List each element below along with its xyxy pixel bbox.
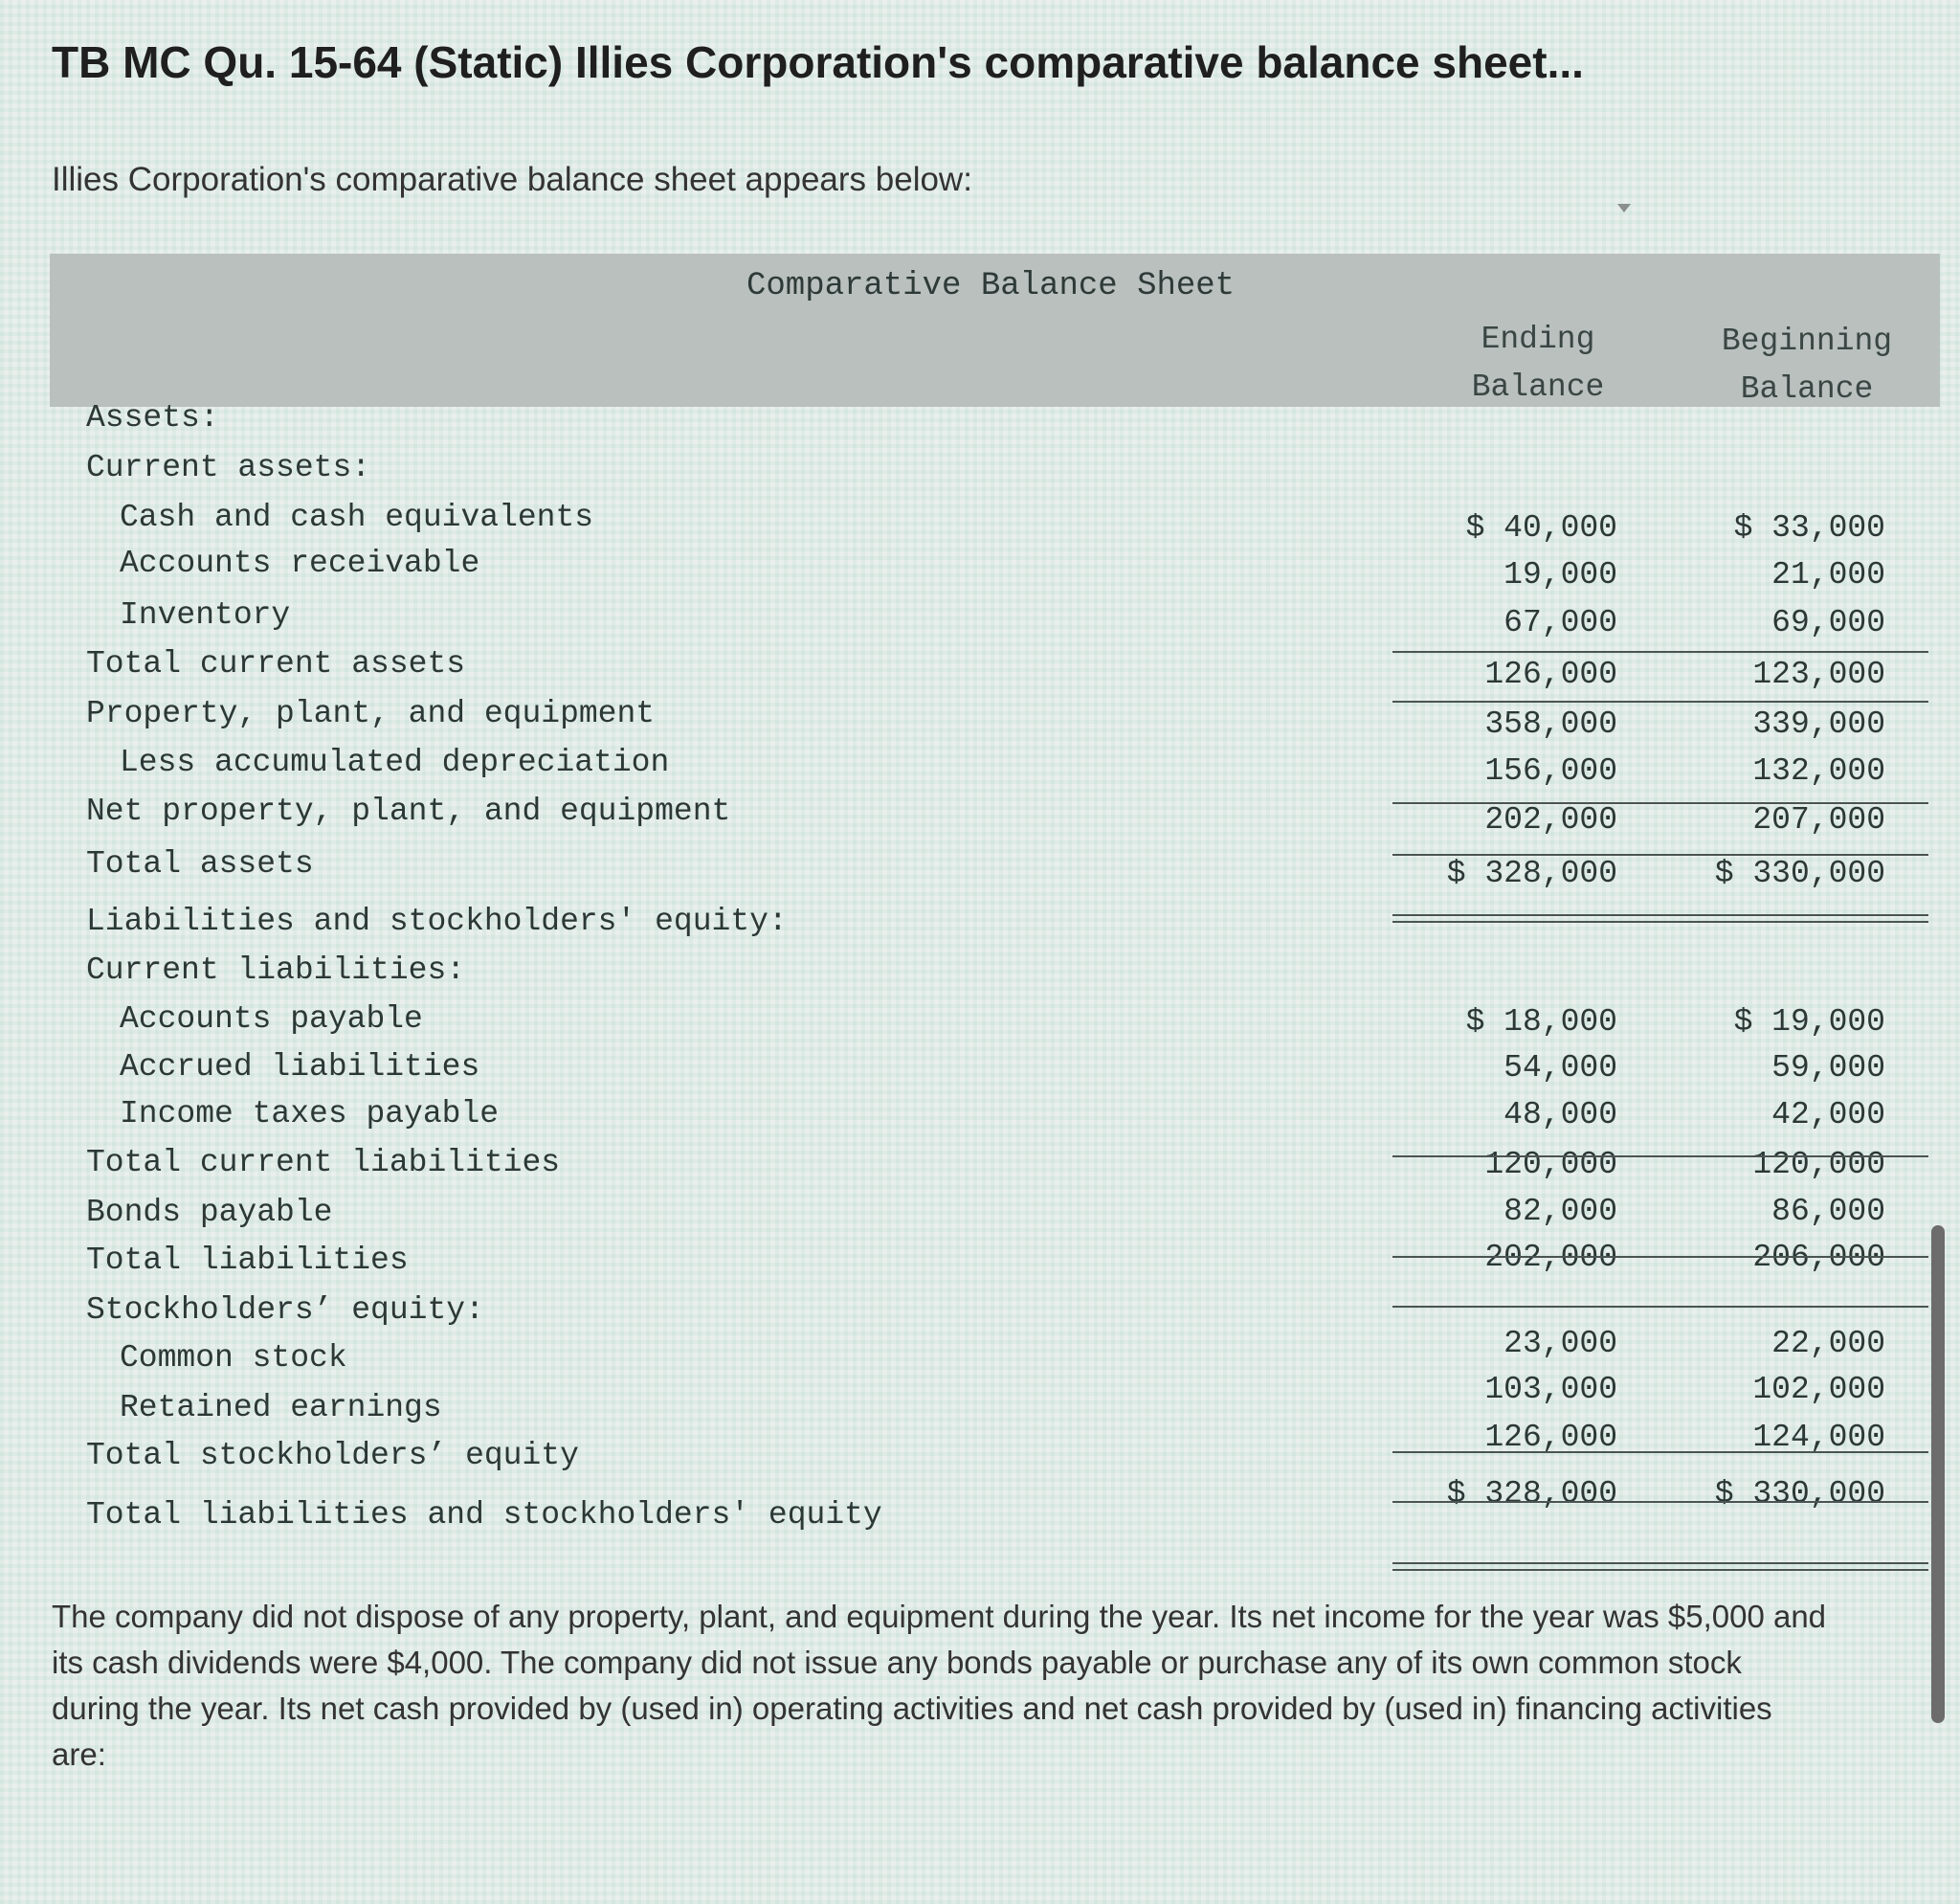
ending-balance-header-line: Ending [1481, 322, 1595, 357]
underline [1392, 701, 1928, 703]
beginning-balance-value: 124,000 [1752, 1420, 1885, 1455]
ending-balance-value: 23,000 [1503, 1326, 1617, 1361]
row-label: Inventory [120, 597, 291, 633]
row-label: Stockholders’ equity: [86, 1292, 484, 1328]
ending-balance-value: $ 328,000 [1446, 856, 1617, 891]
beginning-balance-value: $ 33,000 [1733, 510, 1885, 546]
beginning-balance-value: 207,000 [1752, 802, 1885, 838]
beginning-balance-value: 123,000 [1752, 657, 1885, 692]
row-label: Current assets: [86, 450, 371, 485]
beginning-balance-value: $ 330,000 [1714, 856, 1885, 891]
beginning-balance-value: 42,000 [1771, 1097, 1885, 1132]
row-label: Accrued liabilities [120, 1049, 480, 1085]
beginning-balance-value: 132,000 [1752, 753, 1885, 789]
ending-balance-value: 126,000 [1484, 1420, 1617, 1455]
row-label: Liabilities and stockholders' equity: [86, 904, 788, 939]
beginning-balance-header-line: Balance [1740, 371, 1874, 407]
row-label: Total liabilities and stockholders' equity [86, 1497, 882, 1533]
row-label: Less accumulated depreciation [120, 745, 670, 780]
ending-balance-value: $ 18,000 [1465, 1004, 1617, 1040]
underline [1392, 1451, 1928, 1453]
beginning-balance-value: 59,000 [1771, 1050, 1885, 1086]
row-label: Income taxes payable [120, 1096, 500, 1131]
scrollbar[interactable] [1931, 1225, 1945, 1723]
row-label: Accounts receivable [120, 546, 480, 581]
ending-balance-value: 358,000 [1484, 706, 1617, 742]
row-label: Retained earnings [120, 1390, 442, 1425]
beginning-balance-value: 21,000 [1771, 557, 1885, 593]
ending-balance-value: 202,000 [1484, 1240, 1617, 1275]
underline [1392, 802, 1928, 804]
question-title: TB MC Qu. 15-64 (Static) Illies Corporation's comparative balance sheet... [52, 37, 1584, 87]
ending-balance-value: $ 328,000 [1446, 1476, 1617, 1512]
row-label: Accounts payable [120, 1001, 423, 1037]
beginning-balance-value: 339,000 [1752, 706, 1885, 742]
double-underline [1392, 914, 1928, 923]
ending-balance-header-line: Balance [1471, 370, 1605, 405]
underline [1392, 1256, 1928, 1258]
beginning-balance-header-line: Beginning [1721, 324, 1893, 359]
underline [1392, 1155, 1928, 1157]
ending-balance-value: 126,000 [1484, 657, 1617, 692]
beginning-balance-value: 69,000 [1771, 605, 1885, 640]
underline [1392, 854, 1928, 856]
beginning-balance-value: 206,000 [1752, 1240, 1885, 1275]
ending-balance-value: 67,000 [1503, 605, 1617, 640]
ending-balance-value: 19,000 [1503, 557, 1617, 593]
question-text: The company did not dispose of any property, plant, and equipment during the year. Its net income for the year was $5,000 and its cash dividends were $4,000. The company did not issue any bonds payable or purchase any of its own common stock during the year. Its net cash provided by (used in) operating activities and net cash provided by (used in) financing activities are: [52, 1599, 1827, 1772]
row-label: Common stock [120, 1340, 347, 1376]
ending-balance-value: $ 40,000 [1465, 510, 1617, 546]
row-label: Total current liabilities [86, 1145, 561, 1180]
row-label: Total assets [86, 846, 314, 882]
underline [1392, 651, 1928, 653]
row-label: Bonds payable [86, 1195, 333, 1230]
balance-sheet-title: Comparative Balance Sheet [746, 268, 1236, 304]
beginning-balance-value: 102,000 [1752, 1372, 1885, 1407]
row-label: Cash and cash equivalents [120, 500, 594, 535]
beginning-balance-value: $ 330,000 [1714, 1476, 1885, 1512]
beginning-balance-value: 22,000 [1771, 1326, 1885, 1361]
ending-balance-value: 156,000 [1484, 753, 1617, 789]
ending-balance-value: 202,000 [1484, 802, 1617, 838]
row-label: Total liabilities [86, 1243, 409, 1278]
row-label: Property, plant, and equipment [86, 696, 656, 731]
row-label: Net property, plant, and equipment [86, 794, 731, 829]
ending-balance-value: 120,000 [1484, 1147, 1617, 1182]
row-label: Total stockholders’ equity [86, 1438, 579, 1473]
ending-balance-value: 103,000 [1484, 1372, 1617, 1407]
intro-text: Illies Corporation's comparative balance sheet appears below: [52, 161, 972, 198]
underline [1392, 1306, 1928, 1308]
beginning-balance-value: 86,000 [1771, 1194, 1885, 1229]
row-label: Total current assets [86, 646, 466, 682]
ending-balance-value: 82,000 [1503, 1194, 1617, 1229]
beginning-balance-value: 120,000 [1752, 1147, 1885, 1182]
row-label: Assets: [86, 400, 219, 436]
ending-balance-value: 54,000 [1503, 1050, 1617, 1086]
ending-balance-value: 48,000 [1503, 1097, 1617, 1132]
underline [1392, 1501, 1928, 1503]
row-label: Current liabilities: [86, 952, 466, 988]
beginning-balance-value: $ 19,000 [1733, 1004, 1885, 1040]
double-underline [1392, 1562, 1928, 1571]
